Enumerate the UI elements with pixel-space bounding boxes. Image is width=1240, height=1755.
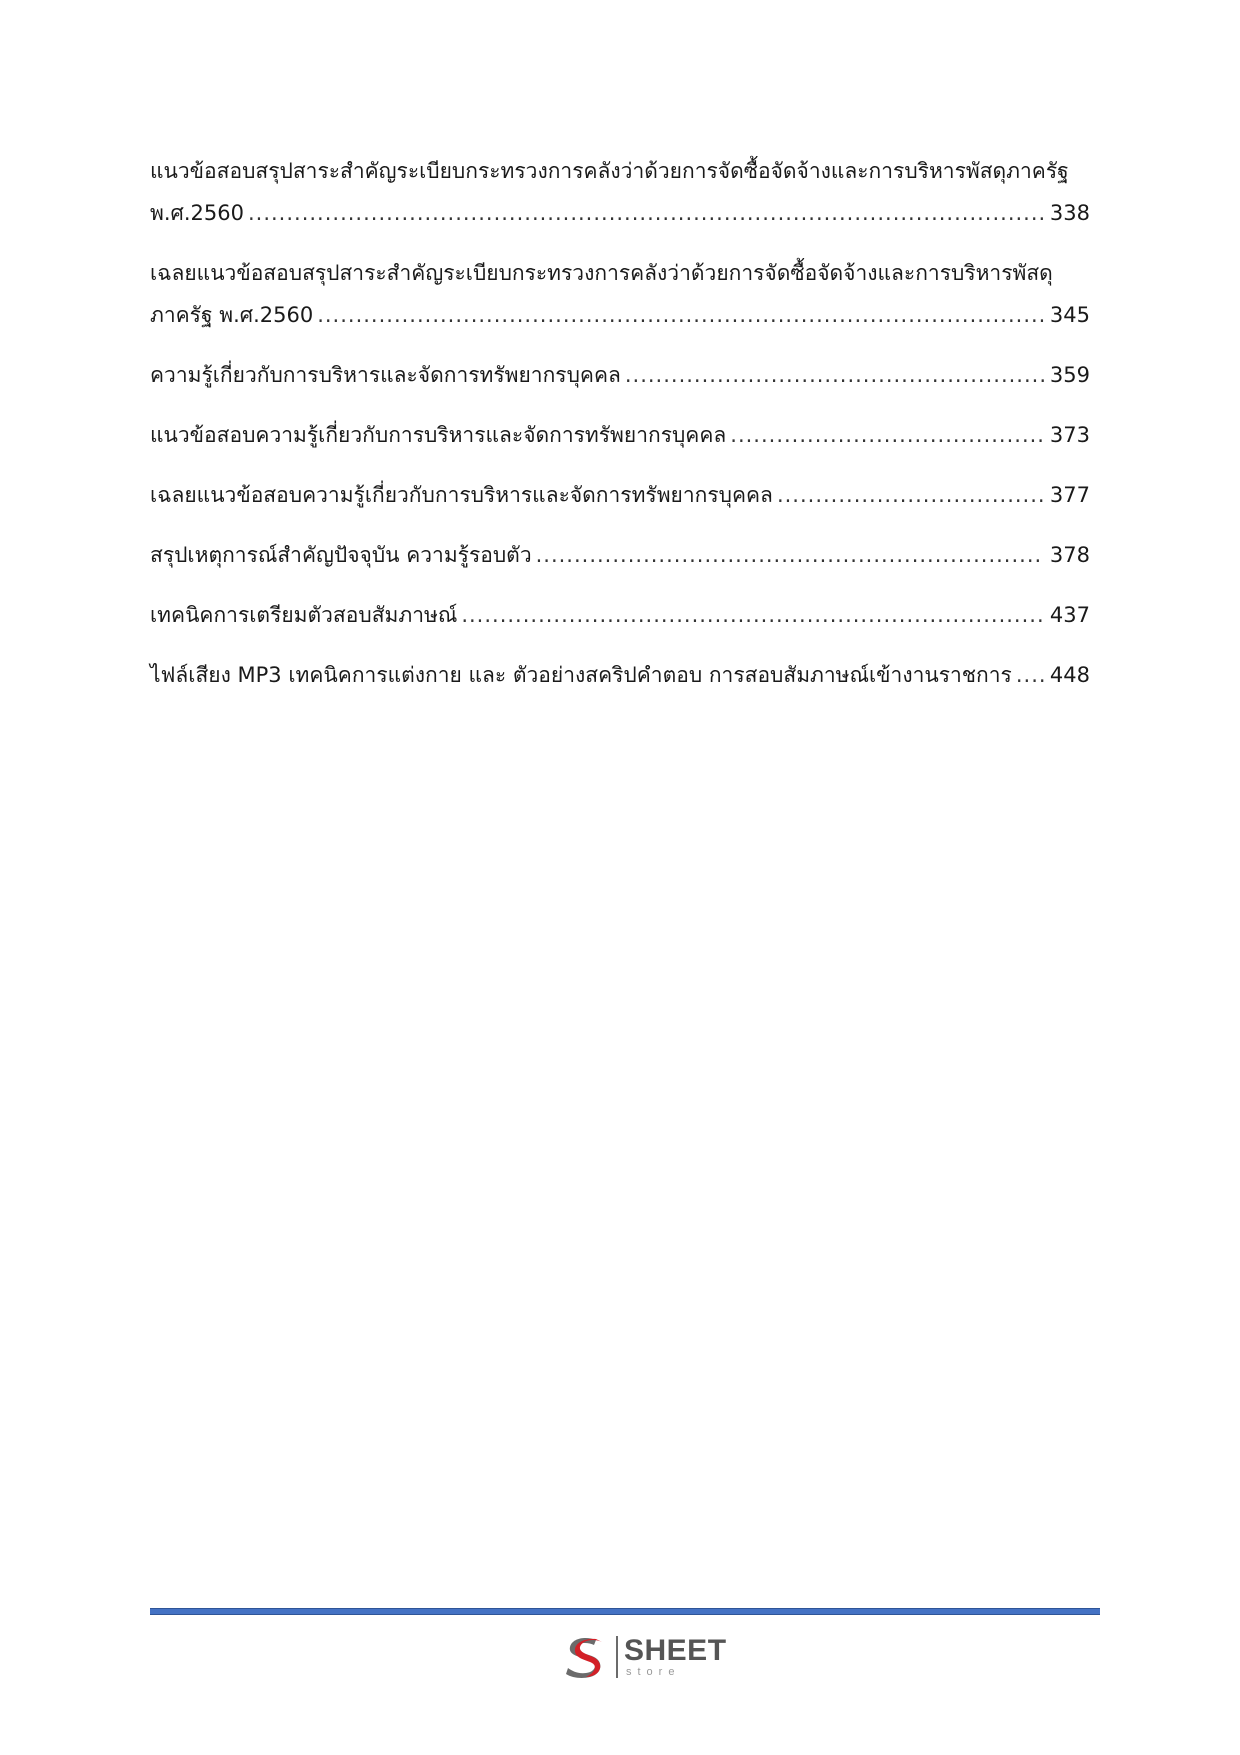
toc-page-number: 437 — [1049, 603, 1090, 627]
toc-entry[interactable] — [150, 534, 1090, 576]
toc-page-number: 359 — [1049, 363, 1090, 387]
toc-page-number: 338 — [1049, 201, 1090, 225]
toc-page-number: 345 — [1049, 303, 1090, 327]
sheet-store-logo — [560, 1630, 727, 1684]
logo-divider — [616, 1636, 618, 1678]
toc-entry-title: พ.ศ.2560 — [150, 201, 244, 225]
toc-page-number: 448 — [1049, 663, 1090, 687]
toc-entry[interactable] — [150, 150, 1090, 234]
dot-leader — [317, 294, 1044, 336]
dot-leader — [777, 474, 1044, 516]
dot-leader — [1016, 654, 1044, 696]
toc-entry-title: ภาครัฐ พ.ศ.2560 — [150, 303, 314, 327]
toc-entry[interactable] — [150, 414, 1090, 456]
toc-entry[interactable] — [150, 252, 1090, 336]
toc-entry-title: ความรู้เกี่ยวกับการบริหารและจัดการทรัพยากรบุคคล — [150, 363, 621, 387]
toc-entry[interactable] — [150, 354, 1090, 396]
toc-entry-title: เฉลยแนวข้อสอบความรู้เกี่ยวกับการบริหารและจัดการทรัพยากรบุคคล — [150, 483, 773, 507]
dot-leader — [248, 192, 1044, 234]
toc-entry[interactable] — [150, 474, 1090, 516]
sheet-store-logo-icon — [560, 1632, 610, 1682]
toc-entry-title: แนวข้อสอบความรู้เกี่ยวกับการบริหารและจัดการทรัพยากรบุคคล — [150, 423, 727, 447]
toc-page-number: 377 — [1049, 483, 1090, 507]
dot-leader — [461, 594, 1044, 636]
toc-entry-title-line1: แนวข้อสอบสรุปสาระสำคัญระเบียบกระทรวงการคลังว่าด้วยการจัดซื้อจัดจ้างและการบริหารพัสดุภาครัฐ — [150, 159, 1069, 183]
toc-entry[interactable] — [150, 654, 1090, 696]
logo-word: SHEET — [624, 1634, 727, 1667]
dot-leader — [730, 414, 1044, 456]
table-of-contents — [150, 150, 1090, 714]
logo-subtitle: store — [626, 1666, 681, 1678]
logo-text — [624, 1636, 727, 1678]
toc-entry[interactable] — [150, 594, 1090, 636]
toc-entry-title: เทคนิคการเตรียมตัวสอบสัมภาษณ์ — [150, 603, 458, 627]
toc-page-number: 378 — [1049, 543, 1090, 567]
dot-leader — [625, 354, 1044, 396]
toc-page-number: 373 — [1049, 423, 1090, 447]
toc-entry-title-line1: เฉลยแนวข้อสอบสรุปสาระสำคัญระเบียบกระทรวงการคลังว่าด้วยการจัดซื้อจัดจ้างและการบริหารพัสดุ — [150, 261, 1053, 285]
toc-entry-title: ไฟล์เสียง MP3 เทคนิคการแต่งกาย และ ตัวอย่างสคริปคำตอบ การสอบสัมภาษณ์เข้างานราชการ — [150, 663, 1012, 687]
toc-entry-title: สรุปเหตุการณ์สำคัญปัจจุบัน ความรู้รอบตัว — [150, 543, 532, 567]
footer-rule — [150, 1608, 1100, 1615]
dot-leader — [536, 534, 1044, 576]
